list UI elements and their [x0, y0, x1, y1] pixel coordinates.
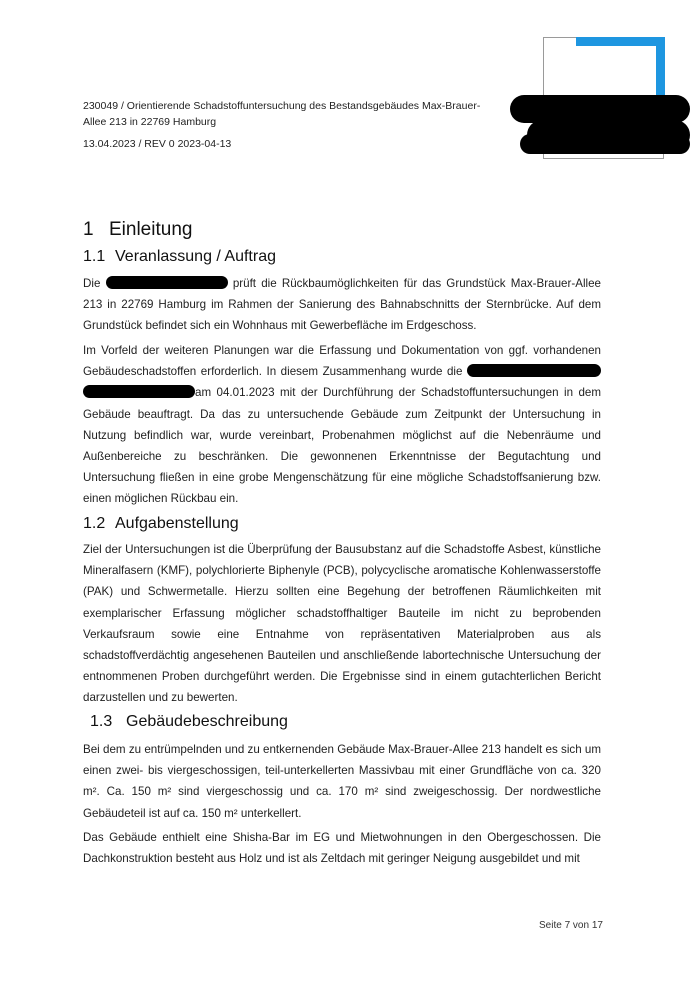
redacted-client-name — [106, 276, 228, 289]
paragraph-1-2: Ziel der Untersuchungen ist die Überprüfung der Bausubstanz auf die Schadstoffe Asbest, künstliche Mineralfasern (KMF), polychlorierte Biphenyle (PCB), polycyclische aromatische Kohlenwasserstoffe (PAK) und Schwermetalle. Hierzu sollten eine Begehung der betroffenen Räumlichkeiten mit exemplarischer Erfassung möglicher schadstoffhaltiger Bauteile im nicht zu beprobenden Verkaufsraum sowie eine Entnahme von repräsentativen Materialproben aus als schadstoffverdächtig angesehenen Bauteilen und anschließende labortechnische Untersuchung der entnommenen Proben durchgeführt werden. Die Ergebnisse sind in einem gutachterlichen Bericht darzustellen und zu bewerten. — [83, 543, 601, 705]
paragraph-1-1-a — [83, 273, 601, 337]
redacted-contractor-name-1 — [467, 364, 601, 377]
section-1-2-heading — [83, 515, 239, 533]
header-date: 13.04.2023 / REV 0 2023-04-13 — [83, 138, 232, 150]
section-1-number: 1 — [83, 219, 94, 240]
page-number: Seite 7 von 17 — [539, 920, 603, 931]
paragraph-1-1-b — [83, 340, 601, 510]
section-1-1-paragraph-2 — [83, 340, 601, 510]
section-1-3-paragraph-2 — [83, 827, 601, 869]
redacted-company-name — [510, 95, 690, 123]
section-1-1-title: Veranlassung / Auftrag — [115, 248, 276, 265]
section-1-3-heading — [90, 713, 288, 731]
section-1-2-number: 1.2 — [83, 515, 106, 532]
section-1-heading — [83, 219, 192, 241]
section-1-1-number: 1.1 — [83, 248, 106, 265]
p2-part1: Im Vorfeld der weiteren Planungen war die Erfassung und Dokumentation von ggf. vorhandenen Gebäudeschadstoffen erforderlich. In diesem Zusammenhang wurde die — [83, 344, 601, 379]
section-1-3-number: 1.3 — [90, 713, 113, 730]
header-title — [83, 98, 503, 130]
section-1-3-paragraph-1 — [83, 739, 601, 824]
header-title-line1: 230049 / Orientierende Schadstoffuntersuchung des Bestandsgebäudes Max-Brauer- — [83, 100, 481, 112]
section-1-2-title: Aufgabenstellung — [115, 515, 239, 532]
section-1-1-paragraph-1 — [83, 273, 601, 337]
header-title-line2: Allee 213 in 22769 Hamburg — [83, 116, 217, 128]
section-1-2-paragraph — [83, 539, 601, 709]
section-1-title: Einleitung — [109, 219, 193, 240]
section-1-3-title: Gebäudebeschreibung — [126, 713, 288, 730]
paragraph-1-3-b: Das Gebäude enthielt eine Shisha-Bar im EG und Mietwohnungen in den Obergeschossen. Die Dachkonstruktion besteht aus Holz und ist als Zeltdach mit geringer Neigung ausgebildet und mit — [83, 831, 601, 866]
logo-accent-top — [576, 37, 665, 46]
p1-rest: 213 in 22769 Hamburg im Rahmen der Sanierung des Bahnabschnitts der Sternbrücke. Auf dem Grundstück befindet sich ein Wohnhaus mit Gewerbefläche im Erdgeschoss. — [83, 298, 601, 333]
p1-line1: prüft die Rückbaumöglichkeiten für das Grundstück Max-Brauer-Allee — [232, 277, 601, 290]
p1-lead: Die — [83, 277, 101, 290]
p2-part2: am 04.01.2023 mit der Durchführung der Schadstoffuntersuchungen in dem Gebäude beauftragt. Da das zu untersuchende Gebäude zum Zeitpunkt der Untersuchung in Nutzung befindlich war, wurde vereinbart, Probenahmen möglichst auf die Nebenräume und Außenbereiche zu beschränken. Die gewonnenen Erkenntnisse der Begutachtung und Untersuchung fließen in eine grobe Mengenschätzung für eine mögliche Schadstoffsanierung bzw. einen möglichen Rückbau ein. — [83, 386, 601, 506]
redacted-contractor-name-2 — [83, 385, 195, 398]
section-1-1-heading — [83, 248, 276, 266]
paragraph-1-3-a: Bei dem zu entrümpelnden und zu entkernenden Gebäude Max-Brauer-Allee 213 handelt es sich um einen zwei- bis viergeschossigen, teil-unterkellerten Massivbau mit einer Grundfläche von ca. 320 m². Ca. 150 m² sind viergeschossig und ca. 170 m² sind zweigeschossig. Der nordwestliche Gebäudeteil ist auf ca. 150 m² unterkellert. — [83, 743, 601, 820]
redacted-company-address-2 — [520, 134, 690, 154]
